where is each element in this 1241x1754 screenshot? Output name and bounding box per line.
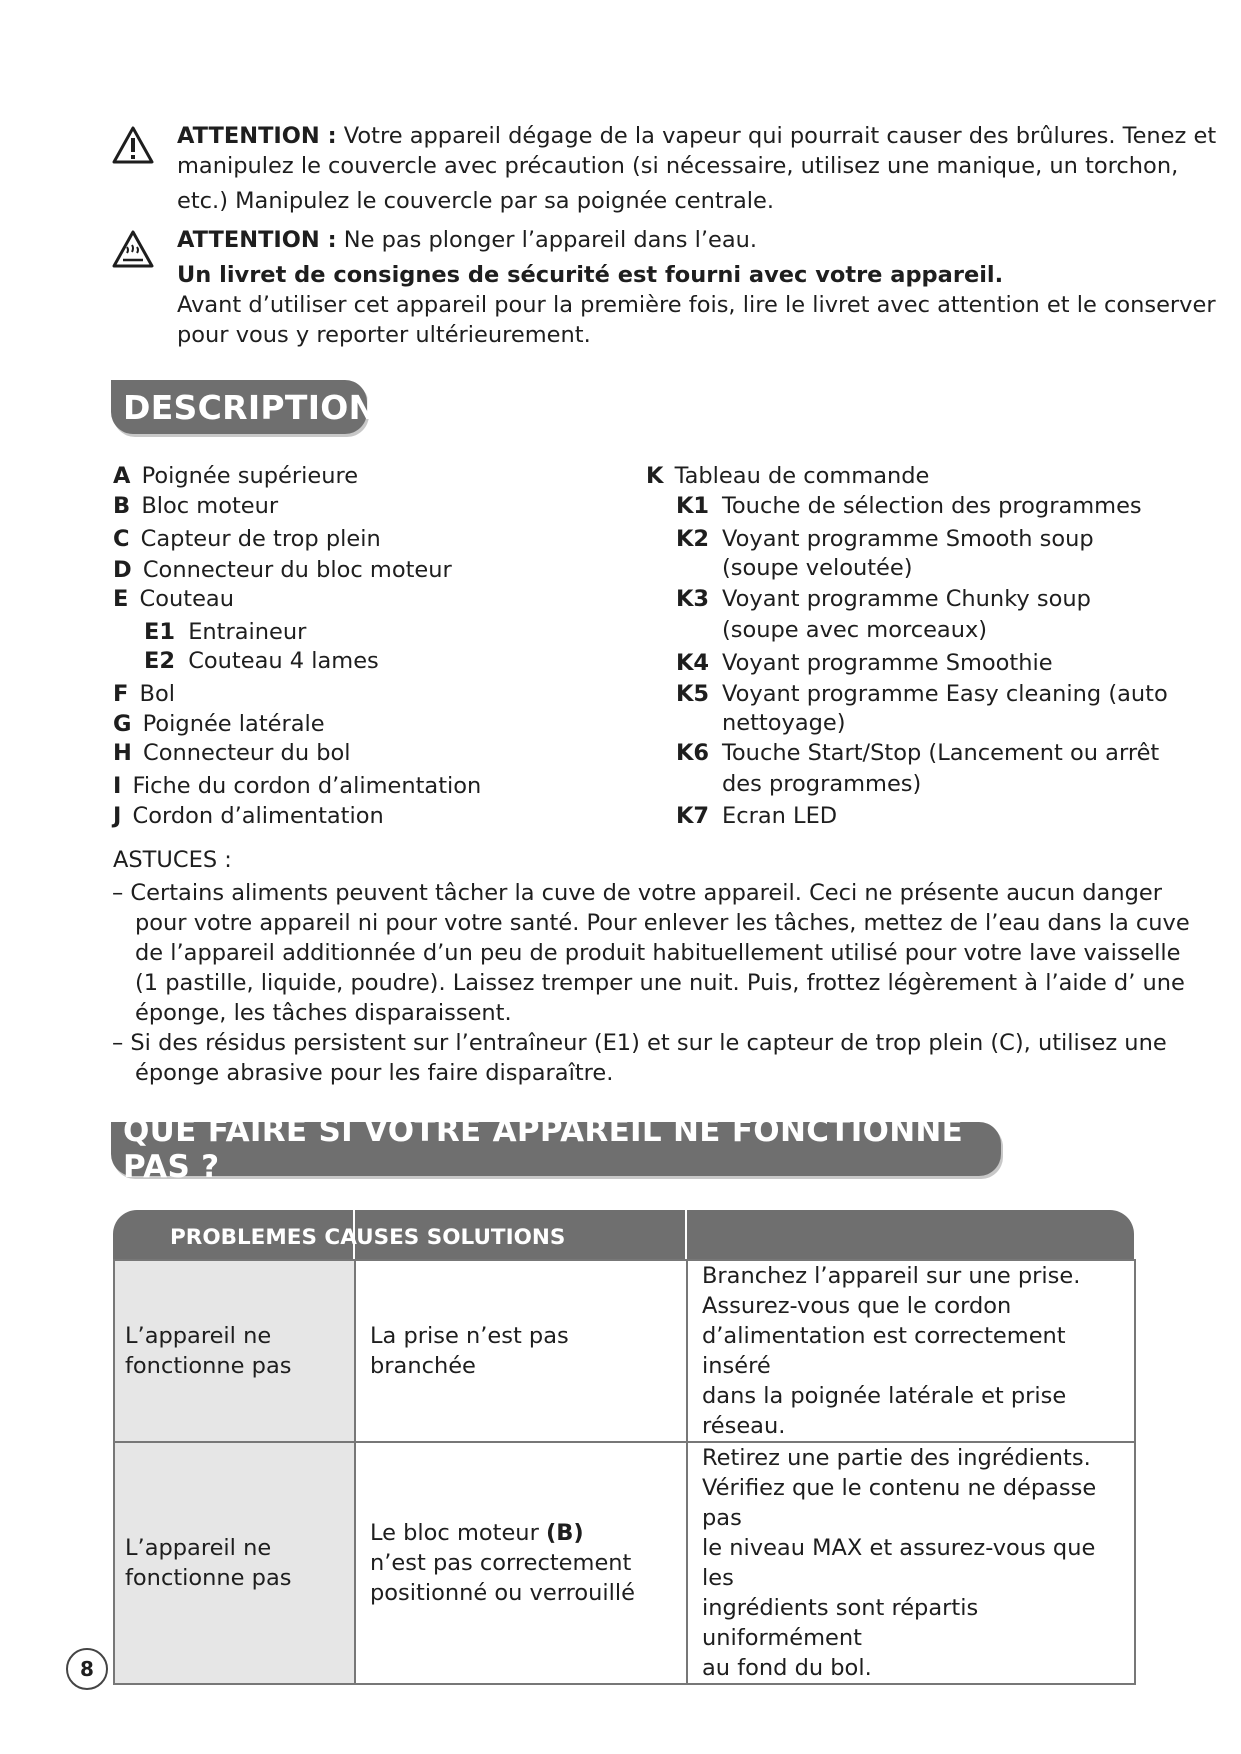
part-label: Touche Start/Stop (Lancement ou arrêt bbox=[722, 740, 1160, 766]
safety-text: pour vous y reporter ultérieurement. bbox=[177, 322, 591, 348]
safety-instructions bbox=[177, 290, 1216, 320]
tip-text: (1 pastille, liquide, poudre). Laissez tremper une nuit. Puis, frottez légèrement à l’aide d’ une bbox=[135, 970, 1185, 996]
part-label: Capteur de trop plein bbox=[140, 526, 381, 552]
part-label-cont: (soupe avec morceaux) bbox=[722, 617, 988, 643]
safety-notice: Un livret de consignes de sécurité est fourni avec votre appareil. bbox=[177, 262, 1004, 288]
tip-text: éponge, les tâches disparaissent. bbox=[135, 1000, 512, 1026]
tip-text: – Si des résidus persistent sur l’entraîneur (E1) et sur le capteur de trop plein (C), utilisez une bbox=[112, 1030, 1167, 1056]
cell-text: Branchez l’appareil sur une prise. bbox=[702, 1263, 1081, 1289]
cell-text: au fond du bol. bbox=[702, 1655, 872, 1681]
part-label: Poignée supérieure bbox=[141, 463, 359, 489]
tips-title: ASTUCES : bbox=[113, 847, 232, 873]
cell-text: ingrédients sont répartis uniformément bbox=[702, 1595, 979, 1651]
part-key: K bbox=[646, 463, 664, 489]
warning-label: ATTENTION : bbox=[177, 123, 337, 149]
part-label-cont: des programmes) bbox=[722, 771, 922, 797]
part-key: K5 bbox=[676, 681, 710, 707]
cell-text: réseau. bbox=[702, 1413, 786, 1439]
part-label: Connecteur du bloc moteur bbox=[142, 557, 452, 583]
part-item bbox=[113, 555, 452, 585]
part-label: Cordon d’alimentation bbox=[132, 803, 384, 829]
solution-cell bbox=[687, 1260, 1135, 1442]
tip-text: éponge abrasive pour les faire disparaître. bbox=[135, 1060, 614, 1086]
problem-cell bbox=[114, 1260, 355, 1442]
header-divider bbox=[685, 1210, 687, 1260]
cell-text: Vérifiez que le contenu ne dépasse pas bbox=[702, 1475, 1097, 1531]
part-label: Voyant programme Smoothie bbox=[722, 650, 1053, 676]
part-label: Bloc moteur bbox=[141, 493, 279, 519]
part-item bbox=[144, 646, 379, 676]
part-key: A bbox=[113, 463, 131, 489]
part-item bbox=[113, 524, 381, 554]
safety-text: Avant d’utiliser cet appareil pour la première fois, lire le livret avec attention et le conserver bbox=[177, 292, 1216, 318]
part-label: Connecteur du bol bbox=[143, 740, 351, 766]
part-label-cont: (soupe veloutée) bbox=[722, 555, 913, 581]
part-item bbox=[113, 709, 325, 739]
part-label: Voyant programme Chunky soup bbox=[722, 586, 1091, 612]
cell-text bbox=[370, 1518, 672, 1548]
cell-text: positionné ou verrouillé bbox=[370, 1580, 635, 1606]
part-label: Entraineur bbox=[188, 619, 307, 645]
part-key: K6 bbox=[676, 740, 710, 766]
cell-text: L’appareil ne bbox=[125, 1323, 272, 1349]
part-key: I bbox=[113, 773, 122, 799]
warning-triangle-icon bbox=[111, 125, 155, 165]
part-reference: (B) bbox=[545, 1520, 584, 1546]
cell-text: fonctionne pas bbox=[125, 1353, 292, 1379]
table-row bbox=[114, 1442, 1135, 1684]
cell-text: L’appareil ne bbox=[125, 1535, 272, 1561]
part-key: G bbox=[113, 711, 132, 737]
part-item bbox=[113, 679, 175, 709]
table-header-text: PROBLEMES CAUSES SOLUTIONS bbox=[170, 1225, 566, 1250]
part-item bbox=[113, 491, 278, 521]
tip-text: de l’appareil additionnée d’un peu de produit habituellement utilisé pour votre lave vaisselle bbox=[135, 940, 1181, 966]
cause-cell bbox=[355, 1260, 687, 1442]
warning-text: Ne pas plonger l’appareil dans l’eau. bbox=[343, 227, 758, 253]
problem-cell bbox=[114, 1442, 355, 1684]
tip-text: pour votre appareil ni pour votre santé. Pour enlever les tâches, mettez de l’eau dans la cuve bbox=[135, 910, 1190, 936]
hot-surface-warning-icon bbox=[111, 229, 155, 269]
warning-text: manipulez le couvercle avec précaution (si nécessaire, utilisez une manique, un torchon, bbox=[177, 153, 1179, 179]
part-label: Poignée latérale bbox=[142, 711, 325, 737]
part-item bbox=[113, 738, 351, 768]
part-key: F bbox=[113, 681, 129, 707]
part-label: Voyant programme Smooth soup bbox=[722, 526, 1094, 552]
cell-text: Retirez une partie des ingrédients. bbox=[702, 1445, 1091, 1471]
part-item bbox=[113, 584, 234, 614]
warning-text: Votre appareil dégage de la vapeur qui pourrait causer des brûlures. Tenez et bbox=[343, 123, 1217, 149]
part-label: Couteau 4 lames bbox=[188, 648, 379, 674]
cell-text: d’alimentation est correctement inséré bbox=[702, 1323, 1066, 1379]
part-key: B bbox=[113, 493, 131, 519]
part-label: Ecran LED bbox=[722, 803, 838, 829]
part-key: H bbox=[113, 740, 132, 766]
part-item bbox=[113, 461, 358, 491]
solution-cell bbox=[687, 1442, 1135, 1684]
cause-cell bbox=[355, 1442, 687, 1684]
part-item bbox=[113, 771, 481, 801]
part-key: K1 bbox=[676, 493, 710, 519]
page-number: 8 bbox=[66, 1648, 108, 1690]
cell-text: dans la poignée latérale et prise bbox=[702, 1383, 1067, 1409]
cell-text: fonctionne pas bbox=[125, 1565, 292, 1591]
part-item bbox=[144, 617, 306, 647]
troubleshooting-table bbox=[113, 1259, 1136, 1685]
troubleshooting-heading bbox=[111, 1113, 1001, 1185]
tip-text: – Certains aliments peuvent tâcher la cuve de votre appareil. Ceci ne présente aucun danger bbox=[112, 880, 1162, 906]
cell-text: Assurez-vous que le cordon bbox=[702, 1293, 1012, 1319]
part-key: K4 bbox=[676, 650, 710, 676]
heading-text: DESCRIPTION bbox=[123, 387, 377, 427]
warning-steam bbox=[177, 121, 1217, 181]
cell-text: La prise n’est pas branchée bbox=[370, 1323, 569, 1379]
warning-label: ATTENTION : bbox=[177, 227, 337, 253]
cell-text: n’est pas correctement bbox=[370, 1550, 632, 1576]
part-item bbox=[113, 801, 384, 831]
warning-text: etc.) Manipulez le couvercle par sa poignée centrale. bbox=[177, 188, 774, 214]
tips-block bbox=[112, 878, 1190, 1088]
part-key: E1 bbox=[144, 619, 176, 645]
heading-text: QUE FAIRE SI VOTRE APPAREIL NE FONCTIONNE PAS ? bbox=[123, 1113, 964, 1185]
part-label: Bol bbox=[139, 681, 175, 707]
part-key: C bbox=[113, 526, 130, 552]
part-label: Tableau de commande bbox=[674, 463, 930, 489]
part-label: Couteau bbox=[139, 586, 234, 612]
part-label-cont: nettoyage) bbox=[722, 710, 846, 736]
table-row bbox=[114, 1260, 1135, 1442]
part-label: Touche de sélection des programmes bbox=[722, 493, 1142, 519]
part-key: K3 bbox=[676, 586, 710, 612]
part-key: J bbox=[113, 803, 122, 829]
part-item bbox=[646, 461, 929, 491]
part-key: K2 bbox=[676, 526, 710, 552]
part-key: D bbox=[113, 557, 132, 583]
part-key: K7 bbox=[676, 803, 710, 829]
part-label: Fiche du cordon d’alimentation bbox=[132, 773, 482, 799]
cause-text: Le bloc moteur bbox=[370, 1520, 546, 1546]
part-label: Voyant programme Easy cleaning (auto bbox=[722, 681, 1168, 707]
description-heading bbox=[111, 380, 377, 434]
part-key: E2 bbox=[144, 648, 176, 674]
part-key: E bbox=[113, 586, 129, 612]
warning-water bbox=[177, 225, 757, 255]
cell-text: le niveau MAX et assurez-vous que les bbox=[702, 1535, 1096, 1591]
